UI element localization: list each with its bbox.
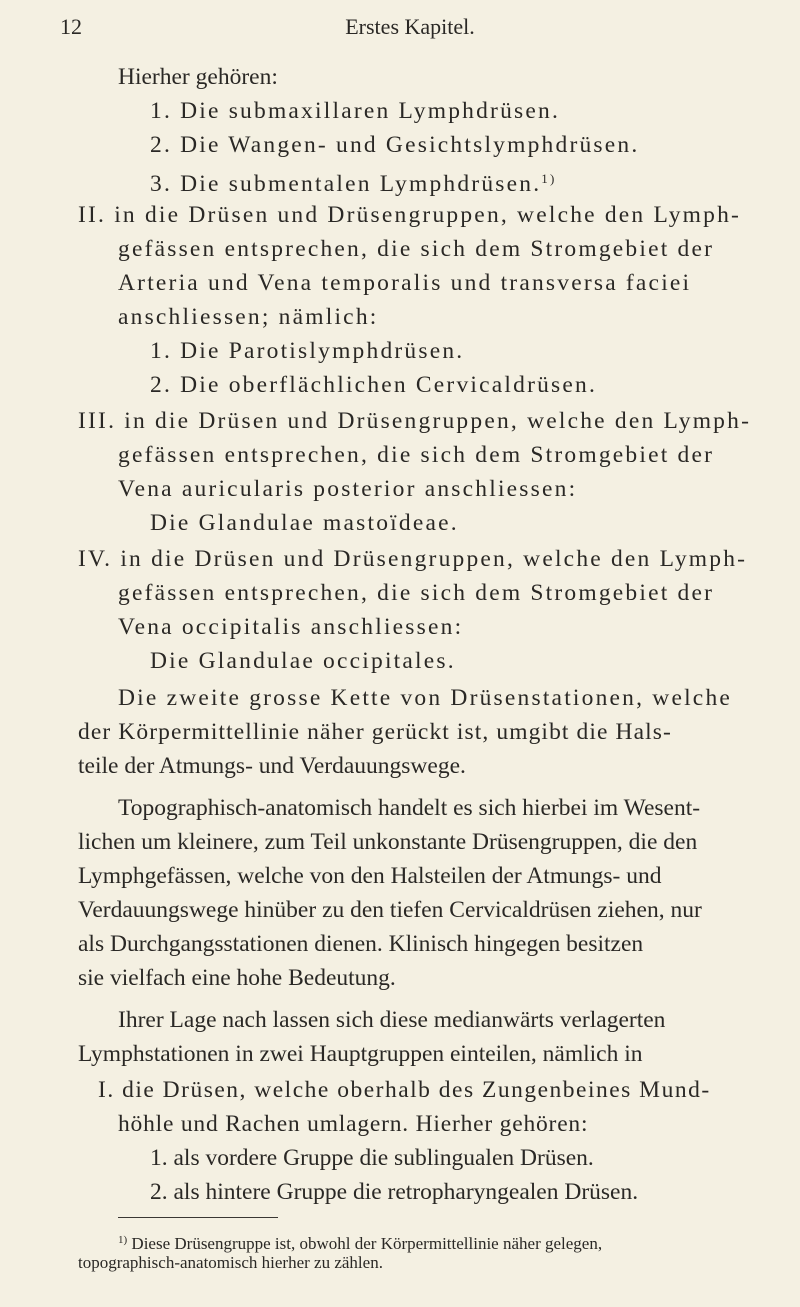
footnote-marker: 1) — [118, 1234, 128, 1246]
footnote-text: Diese Drüsengruppe ist, obwohl der Körpermittellinie näher gelegen, — [131, 1234, 603, 1253]
page-number: 12 — [60, 14, 82, 39]
text-line: Vena occipitalis anschliessen: — [118, 614, 464, 640]
list-item: 2. Die Wangen- und Gesichtslymphdrüsen. — [150, 132, 640, 158]
paragraph-line: lichen um kleinere, zum Teil unkonstante Drüsengruppen, die den — [78, 829, 698, 855]
footnote-divider — [118, 1217, 278, 1218]
text-line: Die Glandulae mastoïdeae. — [150, 510, 459, 536]
paragraph-line: Verdauungswege hinüber zu den tiefen Cervicaldrüsen ziehen, nur — [78, 897, 702, 923]
paragraph-line: Topographisch-anatomisch handelt es sich hierbei im Wesent- — [118, 795, 701, 821]
footnote-line: topographisch-anatomisch hierher zu zählen. — [78, 1253, 383, 1272]
list-item-text: 3. Die submentalen Lymphdrüsen. — [150, 171, 542, 197]
text-line: gefässen entsprechen, die sich dem Stromgebiet der — [118, 442, 715, 468]
text-line: I. die Drüsen, welche oberhalb des Zungenbeines Mund- — [98, 1077, 711, 1103]
text-line: Hierher gehören: — [118, 64, 278, 90]
list-item: 2. Die oberflächlichen Cervicaldrüsen. — [150, 372, 598, 398]
text-line: gefässen entsprechen, die sich dem Stromgebiet der — [118, 236, 715, 262]
paragraph-line: Lymphstationen in zwei Hauptgruppen einteilen, nämlich in — [78, 1041, 643, 1067]
text-line: anschliessen; nämlich: — [118, 304, 379, 330]
paragraph-line: teile der Atmungs- und Verdauungswege. — [78, 753, 466, 779]
list-item: 1. Die Parotislymphdrüsen. — [150, 338, 465, 364]
text-line: III. in die Drüsen und Drüsengruppen, welche den Lymph- — [78, 408, 752, 434]
list-item: 1. als vordere Gruppe die sublingualen Drüsen. — [150, 1145, 594, 1171]
list-item — [150, 164, 557, 199]
text-line: gefässen entsprechen, die sich dem Stromgebiet der — [118, 580, 715, 606]
paragraph-line: der Körpermittellinie näher gerückt ist, umgibt die Hals- — [78, 719, 672, 745]
text-line: höhle und Rachen umlagern. Hierher gehören: — [118, 1111, 589, 1137]
paragraph-line: Die zweite grosse Kette von Drüsenstationen, welche — [118, 685, 733, 711]
paragraph-line: Ihrer Lage nach lassen sich diese medianwärts verlagerten — [118, 1007, 666, 1033]
running-head: Erstes Kapitel. — [345, 14, 475, 39]
paragraph-line: Lymphgefässen, welche von den Halsteilen der Atmungs- und — [78, 863, 662, 889]
paragraph-line: als Durchgangsstationen dienen. Klinisch hingegen besitzen — [78, 931, 644, 957]
text-line: Vena auricularis posterior anschliessen: — [118, 476, 578, 502]
text-line: II. in die Drüsen und Drüsengruppen, welche den Lymph- — [78, 202, 742, 228]
text-line: IV. in die Drüsen und Drüsengruppen, welche den Lymph- — [78, 546, 748, 572]
page-header — [60, 14, 760, 44]
list-item: 2. als hintere Gruppe die retropharyngealen Drüsen. — [150, 1179, 639, 1205]
footnote-reference: 1) — [541, 171, 557, 186]
paragraph-line: sie vielfach eine hohe Bedeutung. — [78, 965, 396, 991]
list-item: 1. Die submaxillaren Lymphdrüsen. — [150, 98, 561, 124]
text-line: Die Glandulae occipitales. — [150, 648, 456, 674]
text-line: Arteria und Vena temporalis und transversa faciei — [118, 270, 692, 296]
